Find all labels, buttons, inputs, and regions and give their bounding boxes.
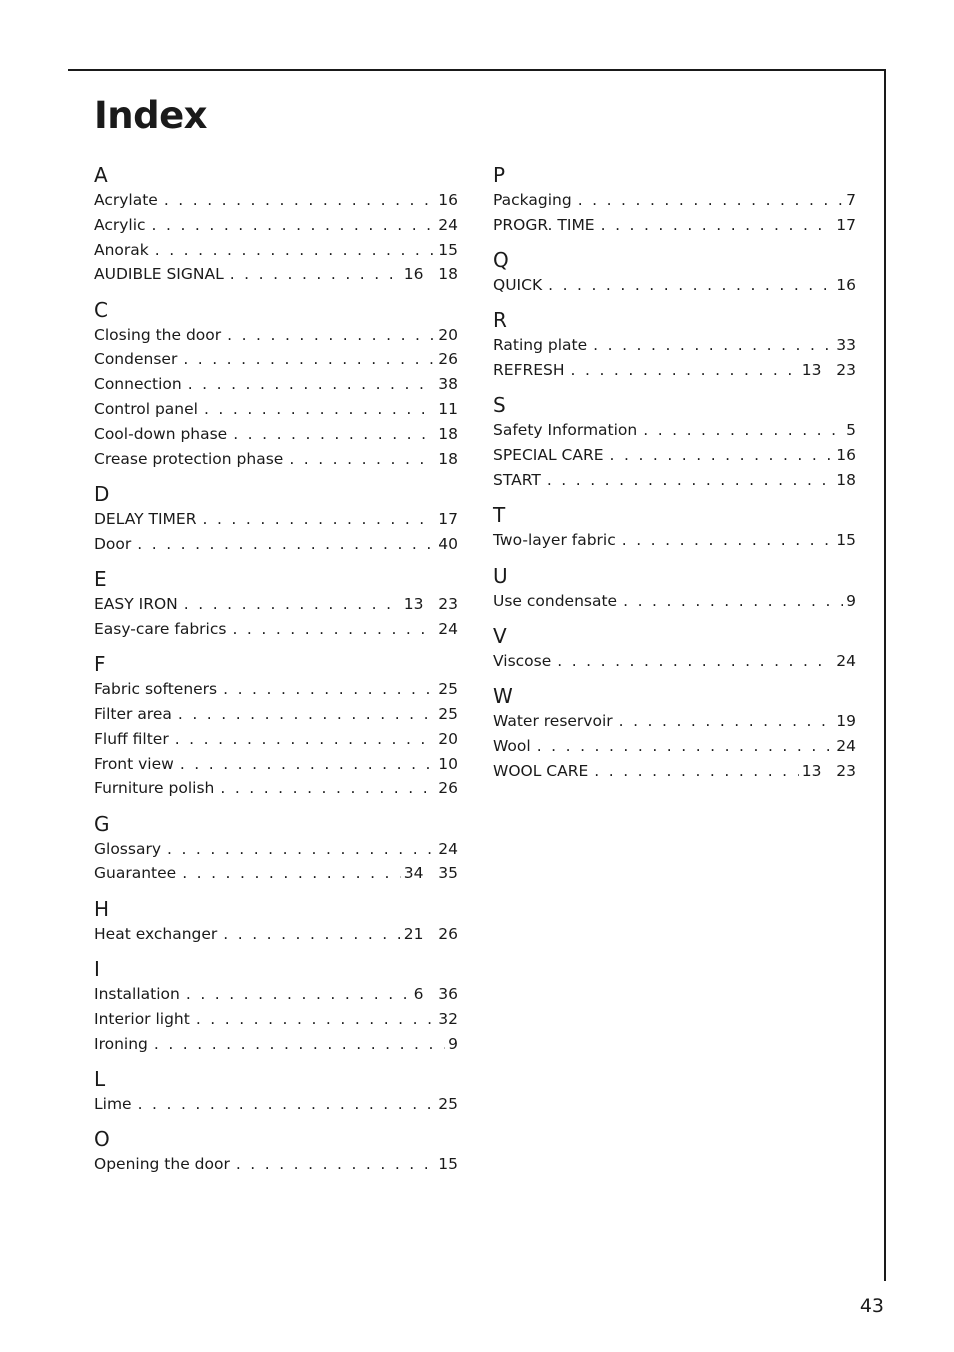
index-page-ref: 20 (438, 325, 458, 344)
dot-leader (182, 861, 401, 886)
index-entry (94, 1032, 458, 1057)
index-page-ref: 17 (836, 215, 856, 234)
dot-leader (152, 213, 436, 238)
index-entry (94, 592, 458, 617)
index-entry (94, 397, 458, 422)
index-term: WOOL CARE (493, 761, 589, 780)
dot-leader (601, 213, 834, 238)
index-term: Control panel (94, 400, 198, 419)
index-term: Door (94, 534, 132, 553)
dot-leader (164, 188, 435, 213)
dot-leader (155, 238, 436, 263)
index-term: SPECIAL CARE (493, 446, 604, 465)
index-page-ref: 34 35 (403, 864, 458, 883)
index-term: Connection (94, 375, 182, 394)
section-letter: F (94, 652, 106, 677)
index-entry (94, 188, 458, 213)
index-term: QUICK (493, 276, 543, 295)
dot-leader (594, 759, 798, 784)
index-term: Anorak (94, 240, 149, 259)
index-page-ref: 15 (438, 240, 458, 259)
index-page-ref: 25 (438, 704, 458, 723)
index-term: Closing the door (94, 325, 222, 344)
index-section-c (94, 298, 458, 472)
index-term: Front view (94, 754, 174, 773)
index-page-ref: 18 (438, 449, 458, 468)
index-page-ref: 15 (836, 531, 856, 550)
index-entry (493, 468, 856, 493)
index-entry (94, 447, 458, 472)
section-letter: Q (493, 248, 509, 273)
index-entry (493, 273, 856, 298)
index-page-ref: 10 (438, 754, 458, 773)
index-term: REFRESH (493, 361, 565, 380)
index-page-ref: 38 (438, 375, 458, 394)
index-entry (493, 649, 856, 674)
section-letter: I (94, 957, 100, 982)
index-entry (493, 734, 856, 759)
index-page-ref: 9 (448, 1034, 458, 1053)
index-section-a (94, 163, 458, 287)
index-section-p (493, 163, 856, 238)
dot-leader (175, 727, 436, 752)
dot-leader (622, 528, 834, 553)
index-entry (94, 1007, 458, 1032)
index-section-w (493, 684, 856, 783)
dot-leader (220, 776, 435, 801)
index-page-ref: 26 (438, 350, 458, 369)
index-entry (94, 727, 458, 752)
index-term: Guarantee (94, 864, 177, 883)
index-entry (493, 709, 856, 734)
index-entry (493, 443, 856, 468)
top-rule (68, 69, 886, 71)
index-entry (493, 759, 856, 784)
dot-leader (138, 1092, 436, 1117)
index-page-ref: 6 36 (413, 985, 458, 1004)
index-section-r (493, 308, 856, 383)
dot-leader (557, 649, 833, 674)
index-term: Filter area (94, 704, 172, 723)
index-page-ref: 25 (438, 680, 458, 699)
section-letter: S (493, 393, 506, 418)
index-entry (493, 418, 856, 443)
index-page-ref: 9 (846, 591, 856, 610)
index-page-ref: 11 (438, 400, 458, 419)
section-letter: H (94, 896, 110, 921)
index-page-ref: 26 (438, 779, 458, 798)
section-letter: D (94, 481, 110, 506)
index-term: Crease protection phase (94, 449, 284, 468)
index-section-d (94, 482, 458, 557)
index-entry (94, 372, 458, 397)
index-page-ref: 16 (438, 191, 458, 209)
index-page-ref: 19 (836, 712, 856, 731)
index-entry (493, 528, 856, 553)
index-entry (94, 532, 458, 557)
section-letter: C (94, 297, 108, 322)
index-term: Fabric softeners (94, 680, 218, 699)
dot-leader (167, 837, 435, 862)
index-entry (94, 837, 458, 862)
dot-leader (548, 273, 833, 298)
index-section-t (493, 503, 856, 553)
index-entry (94, 776, 458, 801)
dot-leader (610, 443, 834, 468)
index-section-u (493, 564, 856, 614)
dot-leader (203, 507, 436, 532)
index-entry (94, 982, 458, 1007)
index-term: DELAY TIMER (94, 509, 197, 528)
dot-leader (223, 922, 400, 947)
index-page-ref: 15 (438, 1155, 458, 1174)
dot-leader (232, 617, 435, 642)
index-term: Easy-care fabrics (94, 619, 227, 638)
index-entry (94, 507, 458, 532)
dot-leader (223, 677, 435, 702)
section-letter: E (94, 567, 107, 592)
index-column-left (94, 160, 458, 1177)
index-section-e (94, 567, 458, 642)
dot-leader (537, 734, 834, 759)
dot-leader (578, 188, 843, 213)
index-term: Packaging (493, 191, 572, 209)
index-term: Two-layer fabric (493, 531, 616, 550)
index-term: Rating plate (493, 336, 588, 355)
index-section-l (94, 1067, 458, 1117)
index-page-ref: 33 (836, 336, 856, 355)
dot-leader (154, 1032, 445, 1057)
index-section-v (493, 624, 856, 674)
index-entry (94, 1092, 458, 1117)
index-term: Wool (493, 737, 531, 756)
index-section-f (94, 652, 458, 801)
dot-leader (623, 589, 843, 614)
index-page-ref: 16 18 (403, 265, 458, 284)
dot-leader (178, 702, 435, 727)
index-entry (493, 589, 856, 614)
index-term: Use condensate (493, 591, 618, 610)
index-section-g (94, 812, 458, 887)
index-entry (493, 333, 856, 358)
index-entry (94, 702, 458, 727)
index-term: Condenser (94, 350, 178, 369)
index-term: Lime (94, 1094, 132, 1113)
index-page-ref: 13 23 (801, 361, 856, 380)
index-term: Glossary (94, 839, 161, 858)
page-title: Index (94, 94, 208, 137)
index-term: Ironing (94, 1034, 148, 1053)
index-term: Acrylic (94, 215, 146, 234)
dot-leader (227, 323, 435, 348)
index-page-ref: 24 (836, 737, 856, 756)
page-number: 43 (859, 1295, 884, 1317)
index-section-q (493, 248, 856, 298)
dot-leader (571, 358, 799, 383)
index-term: Safety Information (493, 421, 638, 440)
index-page-ref: 17 (438, 509, 458, 528)
index-page-ref: 40 (438, 534, 458, 553)
section-letter: U (493, 563, 508, 588)
index-page-ref: 21 26 (403, 924, 458, 943)
dot-leader (593, 333, 833, 358)
index-entry (94, 347, 458, 372)
index-entry (493, 213, 856, 238)
index-term: Heat exchanger (94, 924, 218, 943)
index-entry (94, 752, 458, 777)
index-section-s (493, 393, 856, 492)
index-page-ref: 7 (846, 191, 856, 209)
dot-leader (289, 447, 435, 472)
index-page-ref: 24 (438, 619, 458, 638)
dot-leader (619, 709, 834, 734)
section-letter: T (493, 503, 506, 528)
index-page-ref: 24 (836, 651, 856, 670)
section-letter: G (94, 811, 110, 836)
dot-leader (184, 592, 401, 617)
index-entry (493, 358, 856, 383)
index-page-ref: 24 (438, 215, 458, 234)
index-term: Cool-down phase (94, 424, 228, 443)
index-page-ref: 16 (836, 276, 856, 295)
section-letter: R (493, 308, 507, 333)
dot-leader (196, 1007, 435, 1032)
section-letter: A (94, 163, 108, 187)
index-term: Viscose (493, 651, 552, 670)
index-entry (493, 188, 856, 213)
dot-leader (233, 422, 435, 447)
index-page-ref: 32 (438, 1009, 458, 1028)
index-term: AUDIBLE SIGNAL (94, 265, 224, 284)
index-entry (94, 677, 458, 702)
dot-leader (183, 347, 435, 372)
dot-leader (180, 752, 435, 777)
index-term: Installation (94, 985, 180, 1004)
index-term: START (493, 471, 541, 490)
index-term: Water reservoir (493, 712, 613, 731)
dot-leader (186, 982, 411, 1007)
index-page-ref: 18 (438, 424, 458, 443)
index-term: Interior light (94, 1009, 190, 1028)
index-term: PROGR. TIME (493, 215, 595, 234)
section-letter: L (94, 1066, 106, 1091)
index-entry (94, 922, 458, 947)
index-entry (94, 617, 458, 642)
index-page-ref: 13 23 (801, 761, 856, 780)
index-term: Furniture polish (94, 779, 215, 798)
index-entry (94, 238, 458, 263)
index-column-right (493, 160, 856, 784)
dot-leader (236, 1152, 435, 1177)
index-entry (94, 213, 458, 238)
index-section-h (94, 897, 458, 947)
index-entry (94, 422, 458, 447)
index-entry (94, 323, 458, 348)
index-page-ref: 5 (846, 421, 856, 440)
index-section-o (94, 1127, 458, 1177)
index-page-ref: 16 (836, 446, 856, 465)
index-section-i (94, 957, 458, 1056)
dot-leader (137, 532, 435, 557)
index-page-ref: 24 (438, 839, 458, 858)
section-letter: V (493, 623, 507, 648)
dot-leader (188, 372, 436, 397)
index-entry (94, 262, 458, 287)
index-entry (94, 1152, 458, 1177)
dot-leader (643, 418, 843, 443)
section-letter: O (94, 1127, 110, 1152)
dot-leader (230, 262, 401, 287)
index-page-ref: 25 (438, 1094, 458, 1113)
dot-leader (204, 397, 435, 422)
index-term: Opening the door (94, 1155, 230, 1174)
index-page-ref: 20 (438, 729, 458, 748)
index-entry (94, 861, 458, 886)
index-term: Fluff filter (94, 729, 169, 748)
index-page-ref: 18 (836, 471, 856, 490)
index-term: EASY IRON (94, 595, 178, 614)
side-rule (884, 69, 886, 1281)
dot-leader (547, 468, 833, 493)
section-letter: W (493, 684, 513, 709)
index-term: Acrylate (94, 191, 158, 209)
index-page-ref: 13 23 (403, 595, 458, 614)
section-letter: P (493, 163, 506, 187)
